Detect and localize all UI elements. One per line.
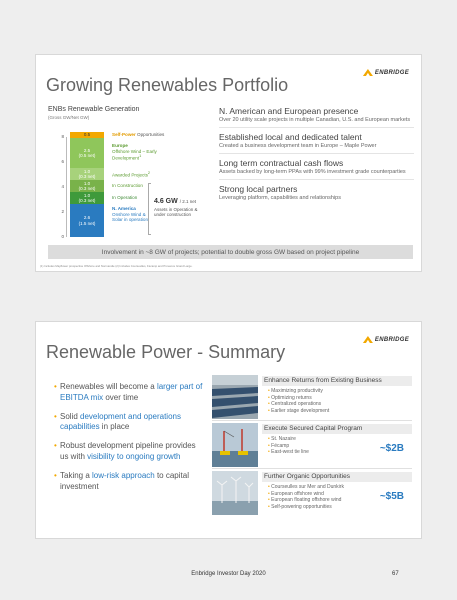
card-title: Execute Secured Capital Program xyxy=(262,424,412,434)
offshore-wind-image xyxy=(212,471,258,515)
segment-value: 2.6 xyxy=(83,215,91,221)
opportunity-amount: ~$5B xyxy=(379,491,404,502)
card-item: • Self-powering opportunities xyxy=(268,504,344,511)
total-gw xyxy=(154,198,196,205)
card-item: • Courseulles sur Mer and Dunkirk xyxy=(268,484,344,491)
card-title: Enhance Returns from Existing Business xyxy=(262,376,412,386)
label-text: Offshore Wind – Early Development xyxy=(112,148,157,161)
label-text: Onshore Wind & Solar in operation xyxy=(112,211,149,223)
card-items xyxy=(268,436,309,456)
bullet-item xyxy=(54,412,204,434)
total-bracket xyxy=(148,183,151,235)
label-text: Awarded Projects xyxy=(112,172,148,178)
bullet-highlight: development and operations capabilities xyxy=(60,411,181,432)
page-footer: Enbridge Investor Day 2020 xyxy=(191,571,266,577)
segment-net: (0.3 net) xyxy=(78,186,96,191)
footnote-marker: 1 xyxy=(139,154,142,159)
label-self-power xyxy=(112,132,164,138)
segment-value: 1.0 xyxy=(83,192,91,198)
logo-text: ENBRIDGE xyxy=(374,69,409,76)
segment-net: (0.3 net) xyxy=(78,198,96,203)
bar-segment-in-operation xyxy=(70,192,104,204)
card-organic-opportunities xyxy=(212,471,412,517)
segment-net: (0.5 net) xyxy=(78,153,96,158)
label-europe xyxy=(112,143,172,162)
card-items xyxy=(268,484,344,510)
total-value: 4.6 GW xyxy=(154,198,178,205)
offshore-construction-image xyxy=(212,423,258,467)
slide-renewable-summary xyxy=(35,321,422,539)
bar-segment-north-america xyxy=(70,204,104,237)
slide-title: Growing Renewables Portfolio xyxy=(46,75,289,95)
slide-title: Renewable Power - Summary xyxy=(46,342,286,362)
summary-bullets xyxy=(54,382,204,500)
card-title: Further Organic Opportunities xyxy=(262,472,412,482)
point-title: Long term contractual cash flows xyxy=(219,157,344,168)
segment-value: 0.5 xyxy=(83,132,91,138)
card-item: • Earlier stage development xyxy=(268,408,329,415)
label-north-america xyxy=(112,206,152,223)
enbridge-logo-icon xyxy=(363,69,373,76)
summary-banner: Involvement in ~8 GW of projects; potential to double gross GW based on project pipeline xyxy=(48,245,413,259)
point-body: Created a business development team in Europe – Maple Power xyxy=(219,143,377,150)
solar-panels-image xyxy=(212,375,258,419)
chart-title: ENBs Renewable Generation xyxy=(48,106,140,113)
point-body: Over 20 utility scale projects in multiple Canadian, U.S. and European markets xyxy=(219,117,411,124)
bar-segment-awarded xyxy=(70,168,104,180)
bullet-highlight: low-risk approach xyxy=(92,470,155,480)
card-item: • East-west tie line xyxy=(268,449,309,456)
card-item: • Centralized operations xyxy=(268,401,329,408)
bullet-item xyxy=(54,441,204,463)
card-item: • European offshore wind xyxy=(268,491,344,498)
point-title: Strong local partners xyxy=(219,183,298,194)
page-number: 67 xyxy=(392,571,399,577)
logo-text: ENBRIDGE xyxy=(374,336,409,343)
card-items xyxy=(268,388,329,414)
y-tick: 0 xyxy=(61,234,64,239)
label-awarded xyxy=(112,171,150,178)
card-secured-capital xyxy=(212,423,412,469)
bullet-item xyxy=(54,382,204,404)
label-bold: Europe xyxy=(112,143,128,148)
point-presence xyxy=(219,105,414,128)
bullet-text: Renewables will become a xyxy=(60,382,157,391)
segment-net: (0.3 net) xyxy=(78,174,96,179)
point-title: Established local and dedicated talent xyxy=(219,131,362,142)
total-description: Assets in Operation & under construction xyxy=(154,207,198,218)
card-item: • Maximizing productivity xyxy=(268,388,329,395)
y-axis xyxy=(66,137,67,237)
point-title: N. American and European presence xyxy=(219,106,359,116)
segment-value: 1.0 xyxy=(83,180,91,186)
bar-segment-in-construction xyxy=(70,180,104,192)
card-item: • European floating offshore wind xyxy=(268,497,344,504)
bar-segment-europe-offshore xyxy=(70,138,104,168)
y-tick: 8 xyxy=(61,134,64,139)
bullet-text: over time xyxy=(103,392,139,402)
segment-value: 1.0 xyxy=(83,168,91,174)
label-text: Opportunities xyxy=(137,132,165,137)
label-in-operation: In Operation xyxy=(112,195,138,200)
y-tick: 6 xyxy=(61,159,64,164)
card-item: • Optimizing returns xyxy=(268,395,329,402)
enbridge-logo-icon xyxy=(363,336,373,343)
enbridge-logo xyxy=(363,69,409,76)
y-tick: 4 xyxy=(61,184,64,189)
point-talent xyxy=(219,131,414,154)
point-body: Leveraging platform, capabilities and relationships xyxy=(219,195,341,202)
enbridge-logo xyxy=(363,336,409,343)
card-item: • St. Nazaire xyxy=(268,436,309,443)
footnote: (1) Includes Mayflower prospective Offshore and Normandie (2) Includes Courseulles, Fécamp and Provence Grand Large. xyxy=(40,264,193,268)
label-bold: N. America xyxy=(112,206,136,211)
point-partners xyxy=(219,183,414,205)
label-in-construction: In Construction xyxy=(112,183,143,188)
key-points xyxy=(219,105,414,208)
bullet-text: Robust development pipeline provides us with xyxy=(60,441,196,461)
slide-growing-renewables xyxy=(35,54,422,272)
bullet-highlight: visibility to ongoing growth xyxy=(87,451,181,461)
point-body: Assets backed by long-term PPAs with 99% investment grade counterparties xyxy=(219,169,406,176)
bullet-text: to capital investment xyxy=(60,470,189,491)
y-tick: 2 xyxy=(61,209,64,214)
label-bold: Self-Power xyxy=(112,132,136,137)
capital-amount: ~$2B xyxy=(379,443,404,454)
segment-net: (1.5 net) xyxy=(78,220,96,226)
card-enhance-returns xyxy=(212,375,412,421)
segment-value: 2.5 xyxy=(83,147,91,153)
chart-subtitle: (Gross GW/Net GW) xyxy=(48,115,90,120)
bullet-text: Solid xyxy=(60,411,81,421)
bullet-item xyxy=(54,471,204,493)
total-net: / 2.1 net xyxy=(179,199,196,204)
bullet-text: in place xyxy=(99,422,130,432)
bullet-text: Taking a xyxy=(60,470,93,480)
footnote-marker: 2 xyxy=(147,171,151,175)
card-item: • Fécamp xyxy=(268,443,309,450)
point-cash-flows xyxy=(219,157,414,180)
bullet-highlight: larger part of EBITDA mix xyxy=(60,382,203,402)
